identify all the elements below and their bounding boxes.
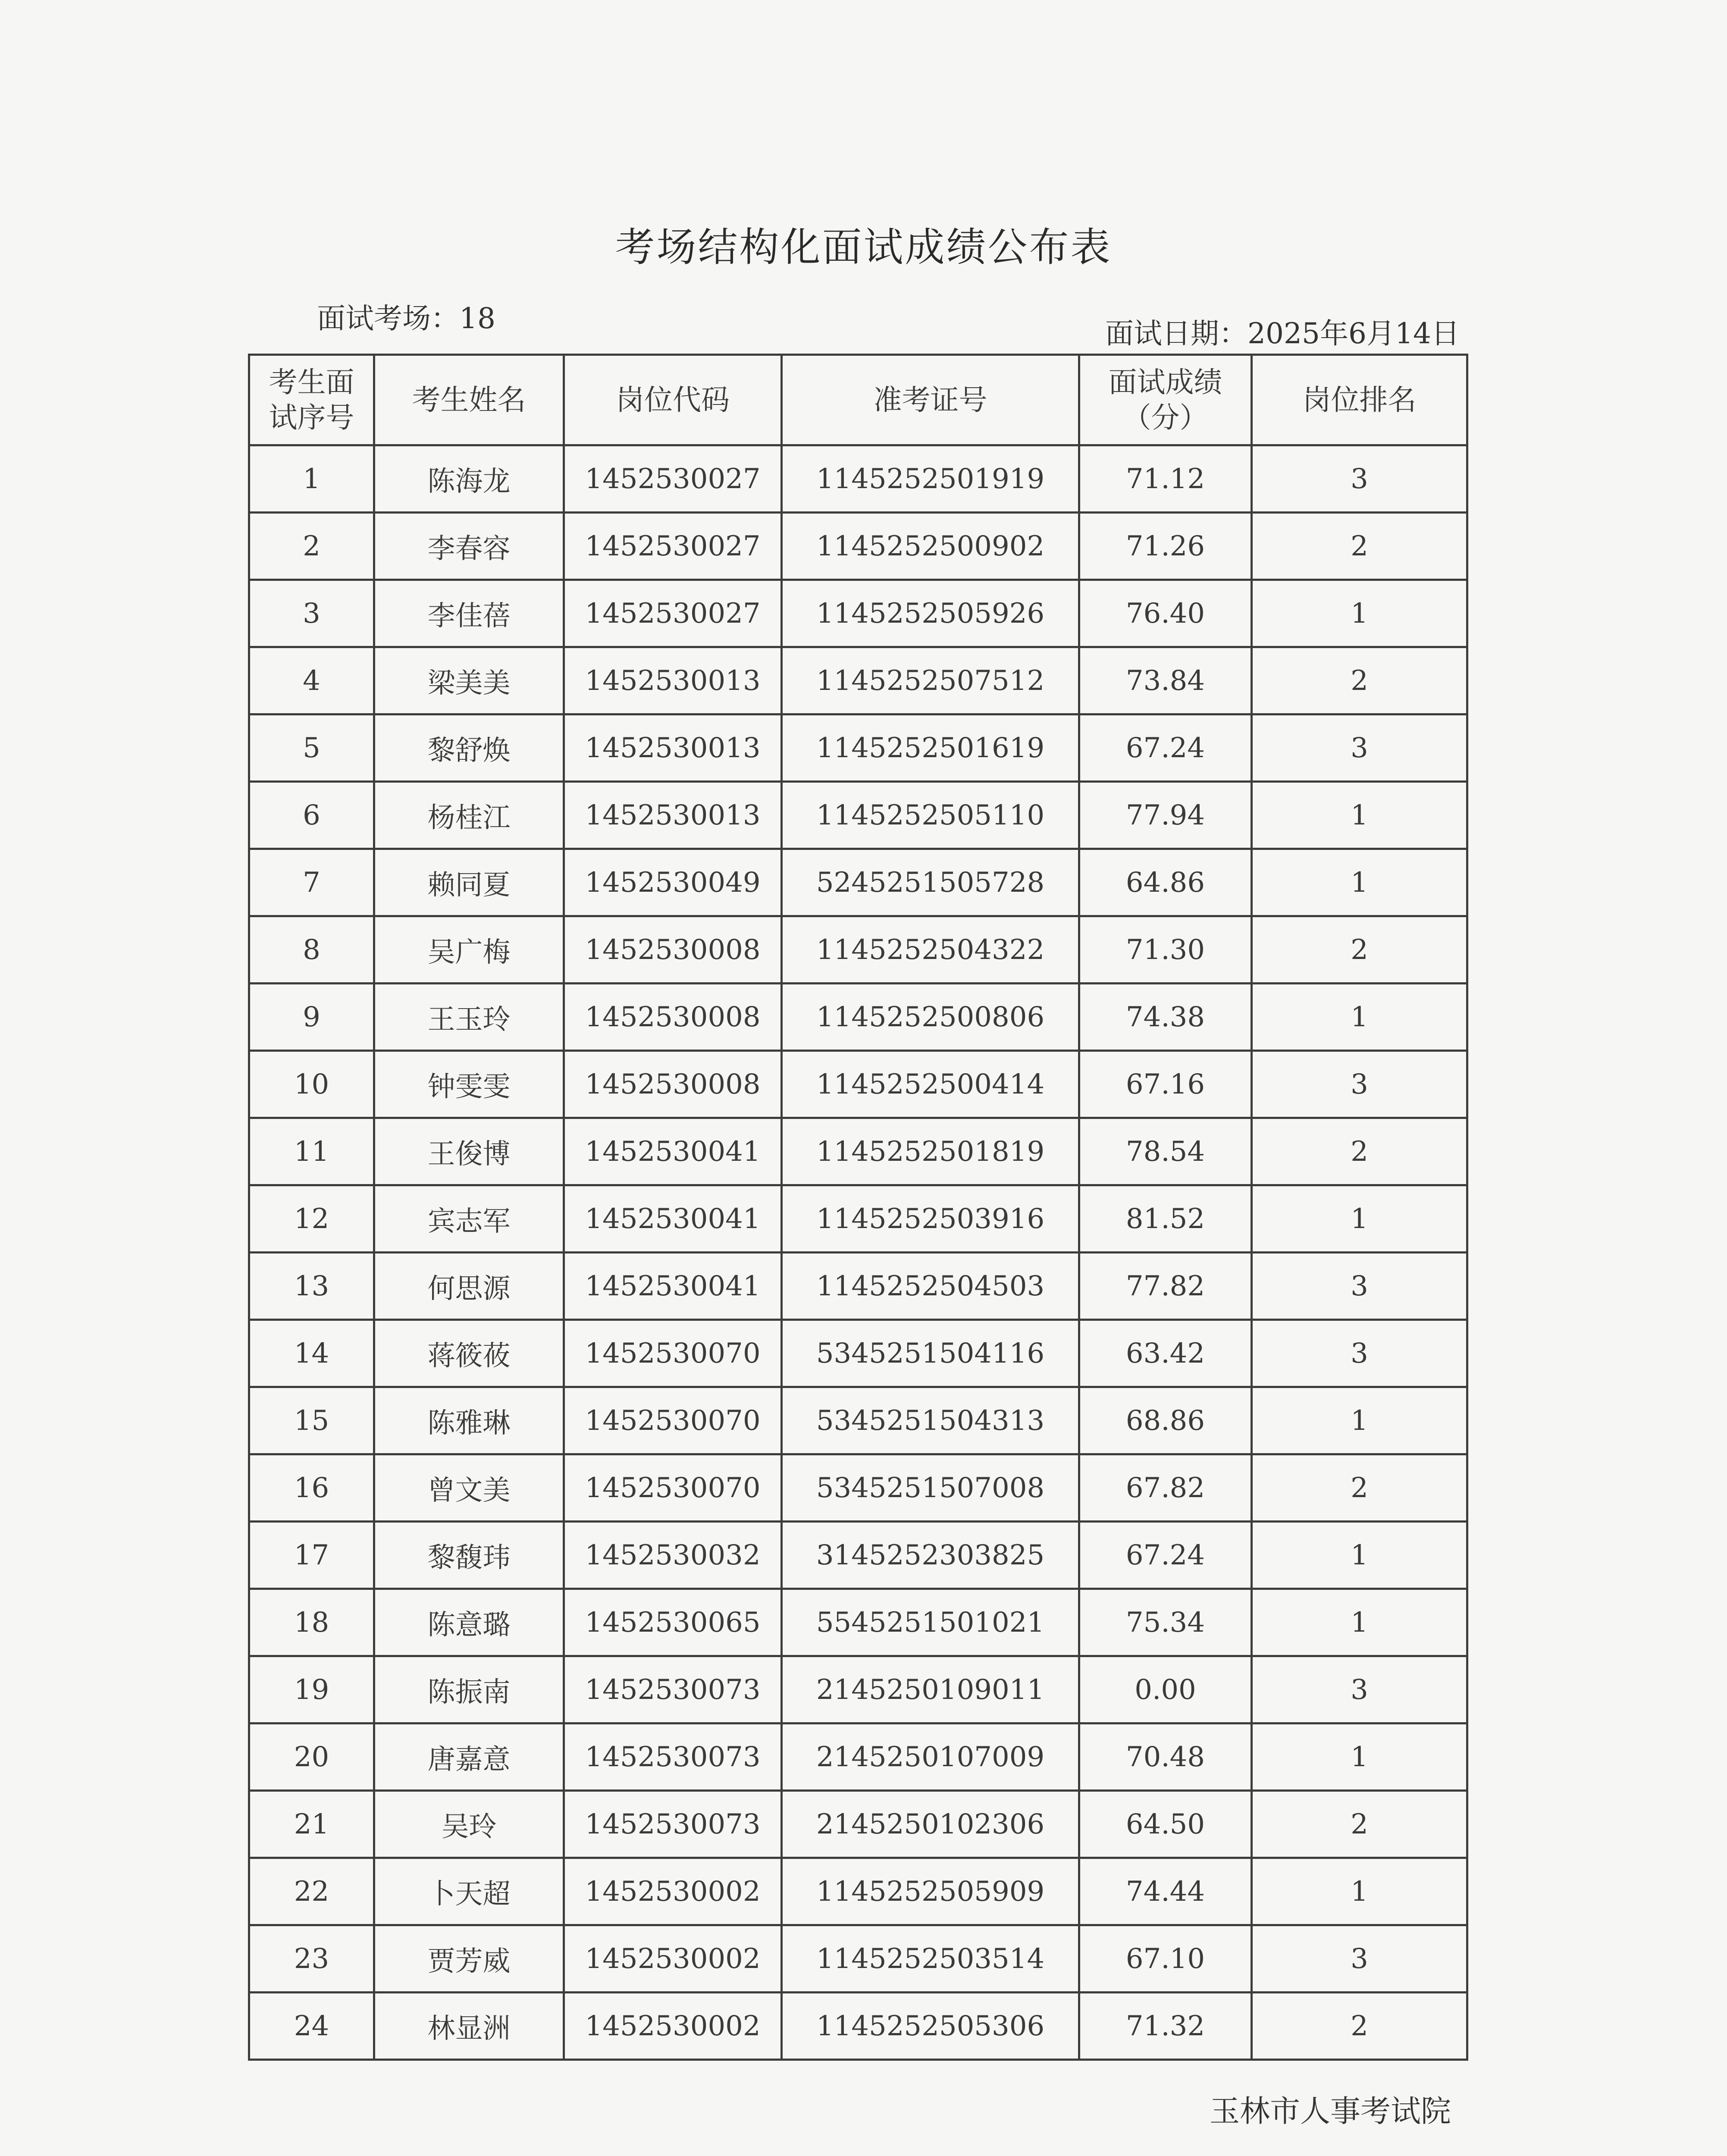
cell-score: 67.24 <box>1079 714 1252 782</box>
cell-seq: 11 <box>249 1118 374 1185</box>
cell-seq: 18 <box>249 1589 374 1656</box>
cell-score: 67.16 <box>1079 1051 1252 1118</box>
table-row <box>249 1387 1467 1454</box>
cell-position-code: 1452530073 <box>564 1791 782 1858</box>
cell-position-code: 1452530013 <box>564 714 782 782</box>
table-row <box>249 1656 1467 1724</box>
header-score <box>1079 355 1252 445</box>
cell-seq: 4 <box>249 647 374 714</box>
table-body <box>249 445 1467 2060</box>
cell-rank: 2 <box>1252 1791 1467 1858</box>
cell-ticket-no: 1145252505909 <box>782 1858 1079 1925</box>
cell-score: 75.34 <box>1079 1589 1252 1656</box>
cell-rank: 1 <box>1252 1185 1467 1253</box>
cell-seq: 12 <box>249 1185 374 1253</box>
header-score-line1: 面试成绩 <box>1108 365 1222 399</box>
cell-seq: 22 <box>249 1858 374 1925</box>
cell-name: 黎舒焕 <box>374 714 564 782</box>
cell-position-code: 1452530073 <box>564 1656 782 1724</box>
header-name: 考生姓名 <box>374 355 564 445</box>
document-title: 考场结构化面试成绩公布表 <box>615 224 1112 270</box>
cell-seq: 15 <box>249 1387 374 1454</box>
cell-ticket-no: 1145252507512 <box>782 647 1079 714</box>
cell-position-code: 1452530013 <box>564 782 782 849</box>
cell-seq: 2 <box>249 513 374 580</box>
cell-rank: 1 <box>1252 984 1467 1051</box>
cell-ticket-no: 5245251505728 <box>782 849 1079 916</box>
cell-name: 何思源 <box>374 1253 564 1320</box>
header-seq <box>249 355 374 445</box>
cell-name: 王玉玲 <box>374 984 564 1051</box>
cell-name: 王俊博 <box>374 1118 564 1185</box>
scores-table <box>248 354 1468 2061</box>
cell-name: 吴广梅 <box>374 916 564 984</box>
table-row <box>249 513 1467 580</box>
table-row <box>249 1858 1467 1925</box>
table-row <box>249 782 1467 849</box>
cell-position-code: 1452530070 <box>564 1387 782 1454</box>
cell-score: 67.24 <box>1079 1522 1252 1589</box>
cell-score: 73.84 <box>1079 647 1252 714</box>
cell-ticket-no: 3145252303825 <box>782 1522 1079 1589</box>
cell-position-code: 1452530041 <box>564 1118 782 1185</box>
cell-name: 赖同夏 <box>374 849 564 916</box>
cell-position-code: 1452530002 <box>564 1993 782 2060</box>
cell-rank: 1 <box>1252 1858 1467 1925</box>
cell-rank: 2 <box>1252 513 1467 580</box>
cell-ticket-no: 1145252503514 <box>782 1925 1079 1993</box>
header-seq-line1: 考生面 <box>269 365 354 399</box>
cell-position-code: 1452530027 <box>564 580 782 647</box>
cell-name: 陈海龙 <box>374 445 564 513</box>
cell-score: 67.10 <box>1079 1925 1252 1993</box>
cell-position-code: 1452530027 <box>564 513 782 580</box>
table-row <box>249 1320 1467 1387</box>
cell-position-code: 1452530070 <box>564 1454 782 1522</box>
cell-rank: 3 <box>1252 1253 1467 1320</box>
cell-name: 梁美美 <box>374 647 564 714</box>
cell-seq: 6 <box>249 782 374 849</box>
cell-ticket-no: 5545251501021 <box>782 1589 1079 1656</box>
table-row <box>249 1589 1467 1656</box>
cell-position-code: 1452530073 <box>564 1724 782 1791</box>
cell-rank: 2 <box>1252 916 1467 984</box>
header-rank: 岗位排名 <box>1252 355 1467 445</box>
cell-rank: 1 <box>1252 1522 1467 1589</box>
cell-ticket-no: 2145250102306 <box>782 1791 1079 1858</box>
issuer-footer: 玉林市人事考试院 <box>1210 2093 1451 2129</box>
cell-score: 71.30 <box>1079 916 1252 984</box>
cell-position-code: 1452530002 <box>564 1925 782 1993</box>
cell-seq: 9 <box>249 984 374 1051</box>
cell-ticket-no: 2145250107009 <box>782 1724 1079 1791</box>
table-row <box>249 1185 1467 1253</box>
cell-score: 64.86 <box>1079 849 1252 916</box>
cell-rank: 2 <box>1252 1118 1467 1185</box>
table-row <box>249 1925 1467 1993</box>
table-row <box>249 1791 1467 1858</box>
header-seq-line2: 试序号 <box>269 401 354 434</box>
table-row <box>249 1454 1467 1522</box>
cell-score: 76.40 <box>1079 580 1252 647</box>
cell-position-code: 1452530002 <box>564 1858 782 1925</box>
cell-score: 77.82 <box>1079 1253 1252 1320</box>
cell-position-code: 1452530008 <box>564 916 782 984</box>
cell-ticket-no: 1145252500414 <box>782 1051 1079 1118</box>
cell-seq: 17 <box>249 1522 374 1589</box>
cell-rank: 3 <box>1252 1656 1467 1724</box>
cell-name: 钟雯雯 <box>374 1051 564 1118</box>
cell-position-code: 1452530041 <box>564 1185 782 1253</box>
table-row <box>249 916 1467 984</box>
cell-position-code: 1452530008 <box>564 984 782 1051</box>
cell-ticket-no: 5345251507008 <box>782 1454 1079 1522</box>
cell-name: 林显洲 <box>374 1993 564 2060</box>
cell-ticket-no: 2145250109011 <box>782 1656 1079 1724</box>
cell-ticket-no: 1145252501919 <box>782 445 1079 513</box>
cell-position-code: 1452530027 <box>564 445 782 513</box>
cell-position-code: 1452530070 <box>564 1320 782 1387</box>
cell-ticket-no: 1145252505306 <box>782 1993 1079 2060</box>
cell-ticket-no: 1145252501619 <box>782 714 1079 782</box>
table-row <box>249 714 1467 782</box>
header-ticket-no: 准考证号 <box>782 355 1079 445</box>
cell-score: 68.86 <box>1079 1387 1252 1454</box>
cell-position-code: 1452530041 <box>564 1253 782 1320</box>
cell-score: 81.52 <box>1079 1185 1252 1253</box>
cell-rank: 3 <box>1252 1320 1467 1387</box>
cell-name: 宾志军 <box>374 1185 564 1253</box>
header-position-code: 岗位代码 <box>564 355 782 445</box>
table-row <box>249 1118 1467 1185</box>
cell-ticket-no: 1145252504322 <box>782 916 1079 984</box>
exam-room-label: 面试考场：18 <box>317 302 495 335</box>
cell-rank: 1 <box>1252 580 1467 647</box>
table-header-row <box>249 355 1467 445</box>
cell-rank: 3 <box>1252 445 1467 513</box>
cell-seq: 8 <box>249 916 374 984</box>
cell-ticket-no: 1145252500806 <box>782 984 1079 1051</box>
cell-seq: 24 <box>249 1993 374 2060</box>
cell-rank: 3 <box>1252 1051 1467 1118</box>
cell-score: 78.54 <box>1079 1118 1252 1185</box>
table-row <box>249 1993 1467 2060</box>
cell-name: 陈振南 <box>374 1656 564 1724</box>
cell-ticket-no: 5345251504116 <box>782 1320 1079 1387</box>
cell-name: 卜天超 <box>374 1858 564 1925</box>
exam-date-label: 面试日期：2025年6月14日 <box>1105 317 1460 350</box>
cell-name: 蒋筱莜 <box>374 1320 564 1387</box>
cell-score: 71.26 <box>1079 513 1252 580</box>
cell-rank: 3 <box>1252 1925 1467 1993</box>
cell-name: 陈意璐 <box>374 1589 564 1656</box>
cell-seq: 19 <box>249 1656 374 1724</box>
cell-score: 74.38 <box>1079 984 1252 1051</box>
cell-rank: 2 <box>1252 647 1467 714</box>
table-row <box>249 984 1467 1051</box>
cell-rank: 2 <box>1252 1454 1467 1522</box>
cell-name: 陈雅琳 <box>374 1387 564 1454</box>
cell-seq: 3 <box>249 580 374 647</box>
table-row <box>249 849 1467 916</box>
cell-ticket-no: 1145252505110 <box>782 782 1079 849</box>
cell-name: 李佳蓓 <box>374 580 564 647</box>
cell-name: 吴玲 <box>374 1791 564 1858</box>
cell-score: 63.42 <box>1079 1320 1252 1387</box>
cell-ticket-no: 1145252503916 <box>782 1185 1079 1253</box>
table-row <box>249 1253 1467 1320</box>
cell-rank: 1 <box>1252 782 1467 849</box>
cell-seq: 7 <box>249 849 374 916</box>
cell-seq: 5 <box>249 714 374 782</box>
table-row <box>249 647 1467 714</box>
cell-seq: 16 <box>249 1454 374 1522</box>
cell-score: 71.32 <box>1079 1993 1252 2060</box>
cell-position-code: 1452530008 <box>564 1051 782 1118</box>
cell-ticket-no: 1145252504503 <box>782 1253 1079 1320</box>
cell-seq: 14 <box>249 1320 374 1387</box>
cell-seq: 10 <box>249 1051 374 1118</box>
table-row <box>249 1051 1467 1118</box>
cell-seq: 13 <box>249 1253 374 1320</box>
cell-rank: 1 <box>1252 1387 1467 1454</box>
cell-score: 71.12 <box>1079 445 1252 513</box>
cell-position-code: 1452530065 <box>564 1589 782 1656</box>
cell-score: 64.50 <box>1079 1791 1252 1858</box>
cell-name: 黎馥玮 <box>374 1522 564 1589</box>
cell-seq: 23 <box>249 1925 374 1993</box>
cell-ticket-no: 1145252500902 <box>782 513 1079 580</box>
cell-seq: 1 <box>249 445 374 513</box>
cell-rank: 3 <box>1252 714 1467 782</box>
cell-score: 70.48 <box>1079 1724 1252 1791</box>
cell-rank: 1 <box>1252 1589 1467 1656</box>
cell-rank: 1 <box>1252 849 1467 916</box>
table-row <box>249 580 1467 647</box>
cell-name: 李春容 <box>374 513 564 580</box>
cell-score: 77.94 <box>1079 782 1252 849</box>
table-row <box>249 1522 1467 1589</box>
cell-name: 曾文美 <box>374 1454 564 1522</box>
cell-position-code: 1452530049 <box>564 849 782 916</box>
cell-ticket-no: 1145252501819 <box>782 1118 1079 1185</box>
cell-ticket-no: 5345251504313 <box>782 1387 1079 1454</box>
cell-position-code: 1452530032 <box>564 1522 782 1589</box>
cell-position-code: 1452530013 <box>564 647 782 714</box>
cell-seq: 21 <box>249 1791 374 1858</box>
cell-rank: 2 <box>1252 1993 1467 2060</box>
cell-score: 0.00 <box>1079 1656 1252 1724</box>
cell-score: 74.44 <box>1079 1858 1252 1925</box>
cell-name: 贾芳威 <box>374 1925 564 1993</box>
header-score-line2: （分） <box>1122 401 1208 434</box>
cell-ticket-no: 1145252505926 <box>782 580 1079 647</box>
table-row <box>249 445 1467 513</box>
cell-seq: 20 <box>249 1724 374 1791</box>
cell-rank: 1 <box>1252 1724 1467 1791</box>
cell-name: 唐嘉意 <box>374 1724 564 1791</box>
cell-name: 杨桂江 <box>374 782 564 849</box>
table-row <box>249 1724 1467 1791</box>
cell-score: 67.82 <box>1079 1454 1252 1522</box>
